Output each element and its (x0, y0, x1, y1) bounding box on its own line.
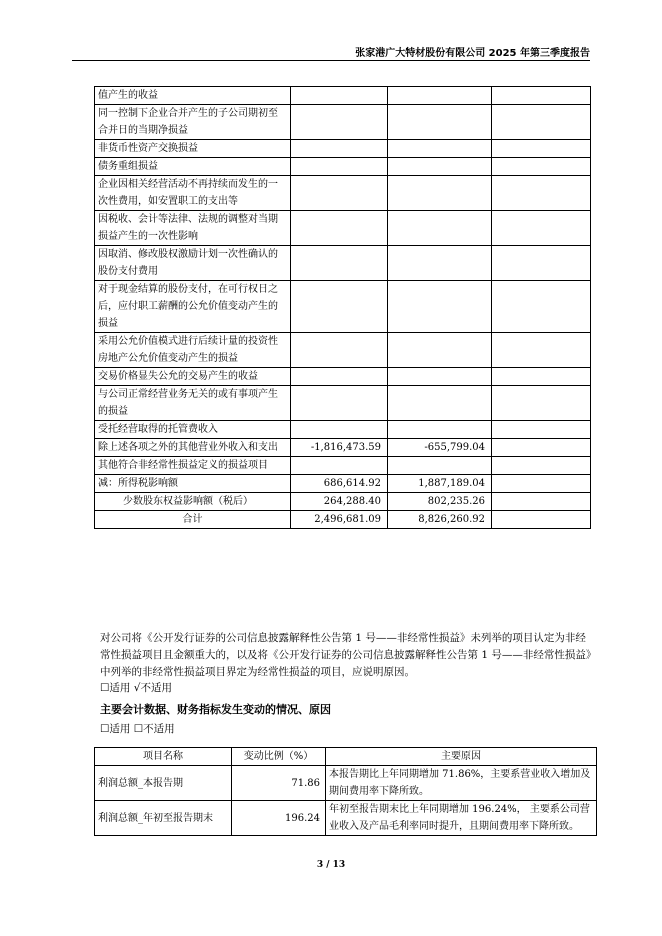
note-cell (492, 475, 591, 493)
year-to-date-cell (388, 421, 492, 439)
current-period-cell (291, 246, 388, 281)
table-row (95, 87, 591, 105)
item-label-cell: 值产生的收益 (95, 87, 291, 105)
note-cell (492, 105, 591, 140)
table-row (95, 421, 591, 439)
current-period-cell (291, 211, 388, 246)
note-cell (492, 457, 591, 475)
table-row (95, 281, 591, 333)
item-label-cell: 同一控制下企业合并产生的子公司期初至合并日的当期净损益 (95, 105, 291, 140)
page-number: 3 / 13 (316, 860, 346, 870)
note-cell (492, 246, 591, 281)
change-ratio-cell: 196.24 (232, 801, 326, 836)
note-cell (492, 386, 591, 421)
table-header-row (95, 748, 597, 766)
note-cell (492, 421, 591, 439)
non-recurring-items-table (94, 86, 591, 529)
table-row (95, 158, 591, 176)
current-period-cell (291, 368, 388, 386)
year-to-date-cell (388, 211, 492, 246)
year-to-date-cell (388, 457, 492, 475)
explanation-paragraph (100, 630, 592, 681)
table-row (95, 766, 597, 801)
item-label-cell: 与公司正常经营业务无关的或有事项产生的损益 (95, 386, 291, 421)
note-cell (492, 493, 591, 511)
current-period-cell (291, 281, 388, 333)
item-label-cell: 因税收、会计等法律、法规的调整对当期损益产生的一次性影响 (95, 211, 291, 246)
table-row (95, 386, 591, 421)
year-to-date-cell (388, 333, 492, 368)
current-period-cell (291, 421, 388, 439)
year-to-date-cell (388, 246, 492, 281)
item-label-cell: 除上述各项之外的其他营业外收入和支出 (95, 439, 291, 457)
current-period-cell (291, 333, 388, 368)
item-label-cell: 企业因相关经营活动不再持续而发生的一次性费用，如安置职工的支出等 (95, 176, 291, 211)
table-row (95, 176, 591, 211)
current-period-cell: 264,288.40 (291, 493, 388, 511)
table-row (95, 368, 591, 386)
table-row (95, 475, 591, 493)
year-to-date-cell (388, 281, 492, 333)
note-cell (492, 176, 591, 211)
item-label-cell: 因取消、修改股权激励计划一次性确认的股份支付费用 (95, 246, 291, 281)
main-reason-cell: 年初至报告期末比上年同期增加 196.24%， 主要系公司营业收入及产品毛利率同时提升，且期间费用率下降所致。 (326, 801, 597, 836)
item-label-cell: 受托经营取得的托管费收入 (95, 421, 291, 439)
item-label-cell: 对于现金结算的股份支付，在可行权日之后，应付职工薪酬的公允价值变动产生的损益 (95, 281, 291, 333)
current-period-cell (291, 87, 388, 105)
change-reason-table (94, 747, 597, 836)
current-period-cell: -1,816,473.59 (291, 439, 388, 457)
current-period-cell (291, 176, 388, 211)
note-cell (492, 158, 591, 176)
year-to-date-cell: -655,799.04 (388, 439, 492, 457)
table-row (95, 333, 591, 368)
note-cell (492, 511, 591, 529)
header-divider (72, 60, 590, 61)
current-period-cell: 2,496,681.09 (291, 511, 388, 529)
note-cell (492, 368, 591, 386)
year-to-date-cell (388, 386, 492, 421)
note-cell (492, 281, 591, 333)
current-period-cell (291, 386, 388, 421)
item-label-cell: 其他符合非经常性损益定义的损益项目 (95, 457, 291, 475)
note-cell (492, 87, 591, 105)
year-to-date-cell (388, 176, 492, 211)
column-header: 主要原因 (326, 748, 597, 766)
item-name-cell: 利润总额_年初至报告期末 (95, 801, 232, 836)
item-label-cell: 非货币性资产交换损益 (95, 140, 291, 158)
explanation-text: 对公司将《公开发行证券的公司信息披露解释性公告第 1 号——非经常性损益》未列举的项目认定为非经常性损益项目且金额重大的，以及将《公开发行证券的公司信息披露解释性公告第 1 号——非经常性损益》中列举的非经常性损益项目界定为经常性损益的项目，应说明原因。 (100, 632, 592, 678)
column-header: 项目名称 (95, 748, 232, 766)
column-header: 变动比例（%） (232, 748, 326, 766)
section-heading: 主要会计数据、财务指标发生变动的情况、原因 (100, 703, 331, 716)
year-to-date-cell (388, 105, 492, 140)
applicability-checkbox-2: ☐适用 ☐不适用 (100, 723, 175, 735)
item-label-cell: 采用公允价值模式进行后续计量的投资性房地产公允价值变动产生的损益 (95, 333, 291, 368)
note-cell (492, 211, 591, 246)
year-to-date-cell: 802,235.26 (388, 493, 492, 511)
item-label-cell: 债务重组损益 (95, 158, 291, 176)
year-to-date-cell (388, 140, 492, 158)
table-row (95, 246, 591, 281)
item-label-cell: 减：所得税影响额 (95, 475, 291, 493)
current-period-cell: 686,614.92 (291, 475, 388, 493)
table-row (95, 211, 591, 246)
table-row (95, 801, 597, 836)
table-row (95, 493, 591, 511)
note-cell (492, 439, 591, 457)
year-to-date-cell (388, 368, 492, 386)
table-row (95, 457, 591, 475)
table-row (95, 140, 591, 158)
year-to-date-cell: 8,826,260.92 (388, 511, 492, 529)
note-cell (492, 333, 591, 368)
table-row (95, 439, 591, 457)
page-header: 张家港广大特材股份有限公司 2025 年第三季度报告 (355, 48, 590, 59)
year-to-date-cell (388, 87, 492, 105)
year-to-date-cell (388, 158, 492, 176)
applicability-checkbox-1: ☐适用 √不适用 (100, 682, 172, 694)
item-label-cell: 交易价格显失公允的交易产生的收益 (95, 368, 291, 386)
item-label-cell: 合计 (95, 511, 291, 529)
table-row (95, 511, 591, 529)
item-name-cell: 利润总额_本报告期 (95, 766, 232, 801)
current-period-cell (291, 457, 388, 475)
current-period-cell (291, 158, 388, 176)
change-ratio-cell: 71.86 (232, 766, 326, 801)
main-reason-cell: 本报告期比上年同期增加 71.86%，主要系营业收入增加及期间费用率下降所致。 (326, 766, 597, 801)
note-cell (492, 140, 591, 158)
item-label-cell: 少数股东权益影响额（税后） (95, 493, 291, 511)
year-to-date-cell: 1,887,189.04 (388, 475, 492, 493)
table-row (95, 105, 591, 140)
current-period-cell (291, 140, 388, 158)
current-period-cell (291, 105, 388, 140)
